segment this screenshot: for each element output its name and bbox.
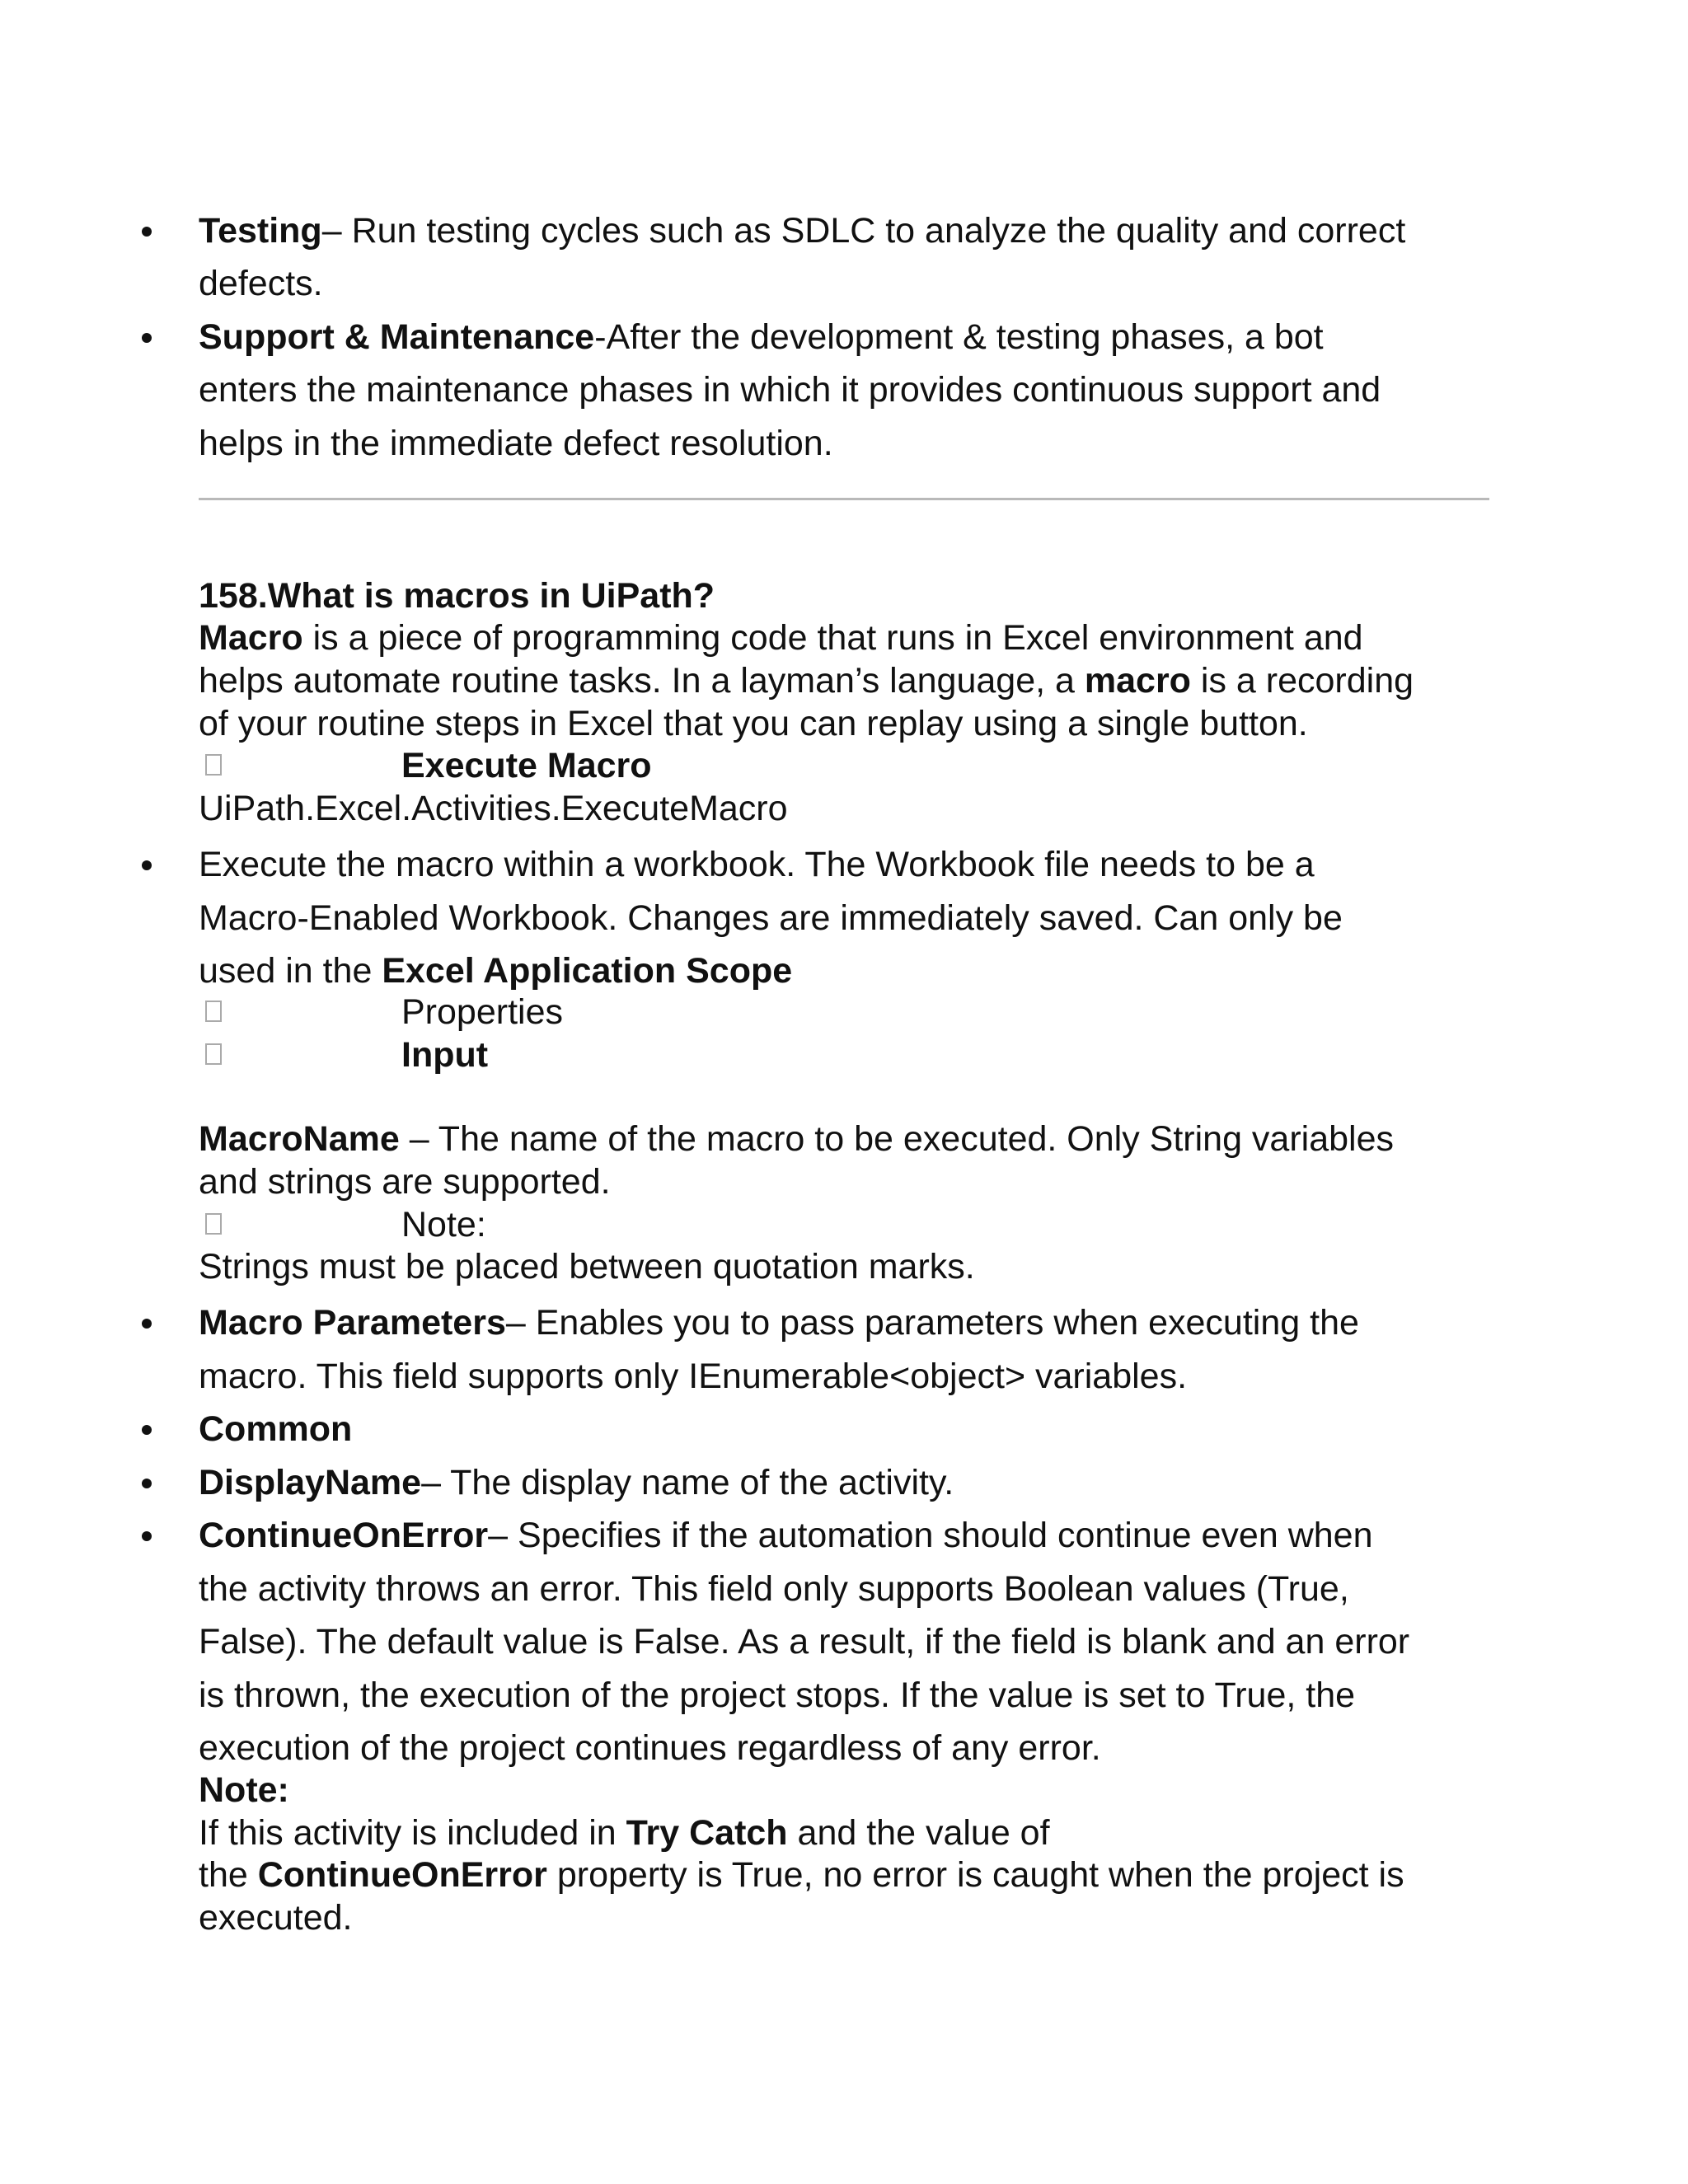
term-macro: Macro (199, 618, 303, 658)
term-macro-parameters: Macro Parameters (199, 1303, 506, 1343)
missing-glyph-box (205, 754, 222, 776)
paragraph-text: property is True, no error is caught when the project is (546, 1855, 1404, 1895)
bullet-dot (142, 1479, 152, 1488)
bullet-dot (142, 1425, 152, 1435)
final-note-line3: executed. (199, 1898, 353, 1938)
bullet-text: – Run testing cycles such as SDLC to analyze the quality and correct (321, 211, 1406, 251)
paragraph-text: and the value of (787, 1813, 1050, 1853)
term-continueonerror: ContinueOnError (257, 1855, 547, 1895)
bullet-text: the activity throws an error. This field only supports Boolean values (True, (199, 1569, 1349, 1609)
bullet-text: is thrown, the execution of the project stops. If the value is set to True, the (199, 1675, 1356, 1715)
bullet-testing (199, 209, 1405, 252)
bullet-macro-parameters (199, 1301, 1359, 1344)
paragraph-text: – The name of the macro to be executed. Only String variables (399, 1119, 1395, 1159)
execute-macro-title: Execute Macro (401, 746, 652, 785)
bullet-text: execution of the project continues regardless of any error. (199, 1728, 1101, 1768)
macroname-line2: and strings are supported. (199, 1162, 611, 1202)
term-continueonerror: ContinueOnError (199, 1516, 489, 1555)
term-macroname: MacroName (199, 1119, 400, 1159)
bullet-text: helps in the immediate defect resolution. (199, 424, 833, 463)
final-note-label: Note: (199, 1770, 289, 1810)
paragraph-text: helps automate routine tasks. In a layman’s language, a (199, 661, 1085, 701)
bullet-dot (142, 860, 152, 870)
final-note-line2 (199, 1854, 1404, 1896)
macroname-line1 (199, 1118, 1394, 1160)
bullet-dot (142, 1319, 152, 1329)
macro-paragraph-line3: of your routine steps in Excel that you can replay using a single button. (199, 704, 1308, 743)
term-testing: Testing (199, 211, 322, 251)
missing-glyph-box (205, 1213, 222, 1235)
bullet-text: enters the maintenance phases in which it provides continuous support and (199, 370, 1381, 410)
bullet-text: macro. This field supports only IEnumerable<object> variables. (199, 1357, 1188, 1396)
horizontal-rule (199, 498, 1489, 500)
note-text: Strings must be placed between quotation marks. (199, 1247, 975, 1286)
macro-paragraph-line2 (199, 659, 1414, 702)
bullet-support (199, 316, 1324, 359)
term-excel-scope: Excel Application Scope (382, 951, 793, 991)
bullet-dot (142, 333, 152, 343)
bullet-text: defects. (199, 264, 323, 303)
note-label: Note: (401, 1205, 486, 1244)
execute-description-line2: Macro-Enabled Workbook. Changes are immediately saved. Can only be (199, 898, 1343, 938)
missing-glyph-box (205, 1043, 222, 1065)
term-try-catch: Try Catch (626, 1813, 788, 1853)
bullet-dot (142, 227, 152, 237)
paragraph-text: is a recording (1190, 661, 1414, 701)
term-support: Support & Maintenance (199, 317, 595, 357)
execute-description-line1: Execute the macro within a workbook. The Workbook file needs to be a (199, 845, 1315, 884)
paragraph-text: If this activity is included in (199, 1813, 626, 1853)
missing-glyph-box (205, 1001, 222, 1022)
bullet-text: -After the development & testing phases, a bot (594, 317, 1324, 357)
properties-label: Properties (401, 992, 563, 1032)
bullet-dot (142, 1531, 152, 1541)
bullet-text: – Specifies if the automation should continue even when (488, 1516, 1373, 1555)
bullet-text: – The display name of the activity. (421, 1463, 954, 1502)
question-heading: 158.What is macros in UiPath? (199, 576, 715, 616)
paragraph-text: the (199, 1855, 258, 1895)
bullet-common: Common (199, 1409, 353, 1449)
term-macro: macro (1084, 661, 1191, 701)
bullet-continueonerror (199, 1514, 1373, 1557)
bullet-displayname (199, 1461, 954, 1504)
paragraph-text: is a piece of programming code that runs in Excel environment and (302, 618, 1363, 658)
macro-paragraph-line1 (199, 616, 1363, 659)
bullet-text: False). The default value is False. As a result, if the field is blank and an error (199, 1622, 1410, 1661)
term-displayname: DisplayName (199, 1463, 422, 1502)
input-label: Input (401, 1035, 489, 1075)
paragraph-text: used in the (199, 951, 382, 991)
bullet-text: – Enables you to pass parameters when executing the (505, 1303, 1359, 1343)
execute-description-line3 (199, 949, 792, 992)
namespace-text: UiPath.Excel.Activities.ExecuteMacro (199, 789, 788, 828)
final-note-line1 (199, 1811, 1050, 1854)
